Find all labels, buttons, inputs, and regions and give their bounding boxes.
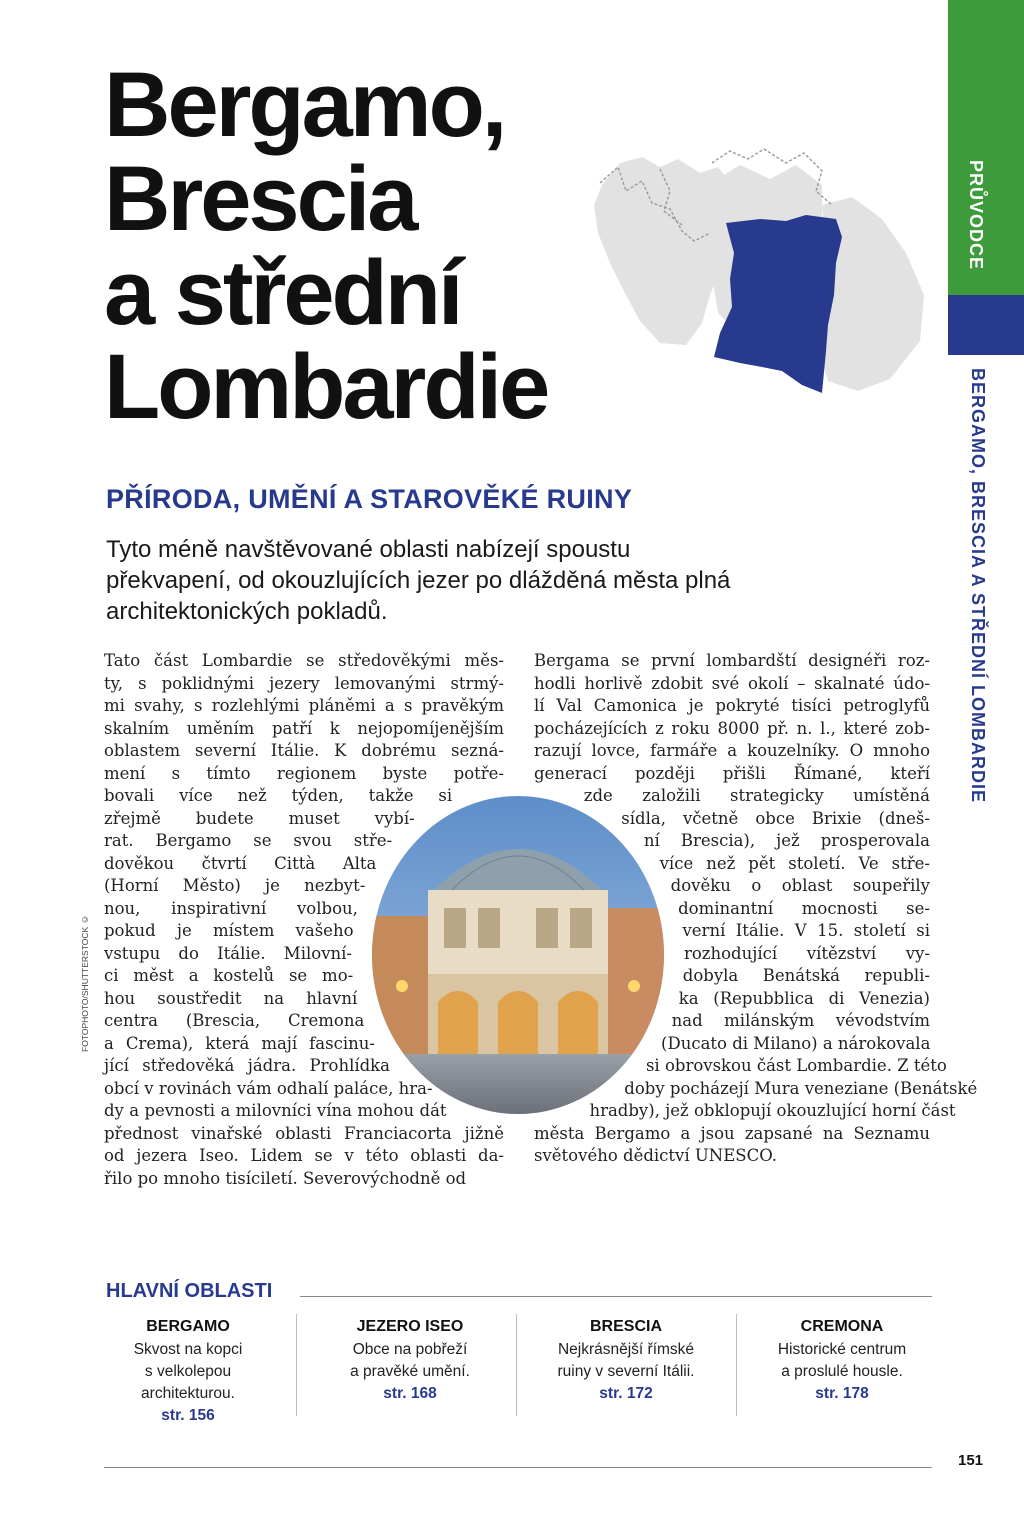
body-text-line: rat. Bergamo se svou stře- [104,831,393,850]
body-text-line: zřejmě budete muset vybí- [104,808,415,828]
body-text-line: verní Itálie. V 15. století si [682,921,930,940]
area-desc-line: a pravěké umění. [350,1363,470,1380]
body-text-line: ní Brescia), jež prosperovala [643,831,930,850]
body-text-line: ci měst a kostelů se mo- [104,966,354,985]
body-text-line: zde založili strategicky umístěná [583,786,930,805]
lead-paragraph [106,534,866,627]
body-text-line: skalním uměním patří k nejopomíjenějším [104,718,504,738]
main-areas-rule [300,1296,932,1297]
body-text-line: obcí v rovinách vám odhalí paláce, hra- [104,1078,433,1098]
area-page-link[interactable]: str. 168 [383,1385,437,1402]
body-text-line: dověku o oblast soupeřily [670,876,930,895]
body-text-line: mi svahy, s rozlehlými pláněmi a s pravěkým [104,696,504,715]
body-text-line: rozhodující vítězství vy- [683,943,930,963]
area-desc-line: architekturou. [141,1385,235,1402]
area-page-link[interactable]: str. 178 [815,1385,869,1402]
title-line: Bergamo, [104,54,505,156]
body-text-line: nad milánským vévodstvím [671,1011,930,1030]
area-desc-line: Nejkrásnější římské [557,1341,695,1358]
body-text-line: vstupu do Itálie. Milovní- [104,943,352,963]
body-text-line: si obrovskou část Lombardie. Z této [645,1056,947,1075]
body-text-line: dověkou čtvrtí Città Alta [104,853,377,873]
map-region-highlight [714,215,842,393]
body-text-line: hou soustředit na hlavní [104,988,358,1008]
body-text-line: řilo po mnoho tisíciletí. Severovýchodně od [104,1168,467,1188]
photo-arch [558,991,598,1054]
area-desc-line: s velkolepou [144,1363,232,1380]
lead-line: překvapení, od okouzlujících jezer po dlážděná města plná [106,567,731,594]
area-desc-line: Obce na pobřeží [352,1341,468,1358]
photo-window [536,908,558,948]
area-desc-line: Skvost na kopci [133,1341,243,1358]
body-text-line: města Bergamo a jsou zapsané na Seznamu [534,1123,930,1143]
body-text-line: dobyla Benátská republi- [682,966,930,985]
photo-arch [438,991,478,1054]
body-text-line: hradby), jež obklopují okouzlující horní část [589,1101,956,1120]
area-jezero-iseo [320,1316,500,1405]
body-text-line: dominantní mocnosti se- [678,898,930,918]
area-name: CREMONA [800,1318,884,1335]
side-tab-chapter-label: BERGAMO, BRESCIA A STŘEDNÍ LOMBARDIE [968,368,988,804]
page-title [104,54,664,438]
footer-rule [104,1467,932,1468]
body-text-line: Bergama se první lombardští designéři roz- [534,651,930,670]
area-page-link[interactable]: str. 172 [599,1385,653,1402]
body-text-line: Tato část Lombardie se středověkými měs- [104,651,504,670]
photo-window [570,908,592,948]
lead-line: architektonických pokladů. [106,598,388,625]
body-text-line: lí Val Camonica je pokryté tisíci petroglyfů [534,696,930,715]
body-text-line: více než pět století. Ve stře- [659,853,930,873]
body-text-line: (Ducato di Milano) a nárokovala [661,1033,931,1053]
page-number: 151 [958,1452,984,1469]
body-text-line: přednost vinařské oblasti Franciacorta jižně [104,1123,504,1143]
area-desc-line: a proslulé housle. [781,1363,903,1380]
region-map [590,145,935,400]
body-text-line: dy a pevnosti a milovníci vína mohou dát [104,1101,447,1120]
body-text-line: světového dědictví UNESCO. [534,1146,778,1165]
area-brescia [536,1316,716,1405]
area-bergamo [98,1316,278,1427]
photo-lamp [628,980,640,992]
area-name: BERGAMO [146,1318,230,1335]
photo-window [444,908,466,948]
side-tab-accent [948,295,1024,355]
body-text-line: generací později přišli Římané, kteří [534,763,930,783]
body-text-line: jící středověká jádra. Prohlídka [104,1056,391,1075]
body-text-line: pokud je místem vašeho [104,921,354,940]
body-text-line: doby pocházejí Mura veneziane (Benátské [624,1078,978,1098]
area-cremona [752,1316,932,1405]
area-name: BRESCIA [589,1318,662,1335]
main-areas-title: HLAVNÍ OBLASTI [106,1280,273,1302]
photo-credit: FOTOPHOTO/SHUTTERSTOCK © [80,914,90,1052]
body-text-line: bovali více než týden, takže si [104,786,453,805]
body-text-line: oblastem severní Itálie. K dobrému sezná- [104,741,504,760]
body-text-line: pocházejících z roku 8000 př. n. l., které zob- [534,718,930,738]
area-desc-line: ruiny v severní Itálii. [557,1363,695,1380]
title-line: a střední [104,242,461,344]
photo-window [478,908,500,948]
body-text-line: od jezera Iseo. Lidem se v této oblasti da- [104,1146,504,1165]
body-text-line: centra (Brescia, Cremona [104,1011,365,1030]
area-name: JEZERO ISEO [356,1318,464,1335]
title-line: Brescia [104,148,416,250]
body-text-line: (Horní Město) je nezbyt- [104,876,366,895]
title-line: Lombardie [104,336,548,438]
side-tab-guide-label: PRŮVODCE [966,160,986,271]
body-text-line: mení s tímto regionem byste potře- [104,763,504,783]
area-desc-line: Historické centrum [777,1341,907,1358]
area-divider [296,1314,297,1416]
body-text-line: sídla, včetně obce Brixie (dneš- [621,808,930,828]
area-page-link[interactable]: str. 156 [161,1407,215,1424]
body-text-line: a Crema), která mají fascinu- [104,1033,375,1053]
lead-line: Tyto méně navštěvované oblasti nabízejí spoustu [106,536,631,563]
body-text-line: ty, s poklidnými jezery lemovanými strmý- [104,673,504,693]
body-text-line: nou, inspirativní volbou, [104,898,358,918]
area-divider [516,1314,517,1416]
section-subtitle: PŘÍRODA, UMĚNÍ A STAROVĚKÉ RUINY [106,484,633,514]
body-text-line: razují lovce, farmáře a kouzelníky. O mnoho [534,741,930,760]
photo-arch [498,991,538,1054]
body-text-line: hodli horlivě zdobit své okolí – skalnaté údo- [534,673,930,693]
body-text-line: ka (Repubblica di Venezia) [678,988,930,1008]
photo-lamp [396,980,408,992]
area-divider [736,1314,737,1416]
loggia-photo [372,796,664,1114]
